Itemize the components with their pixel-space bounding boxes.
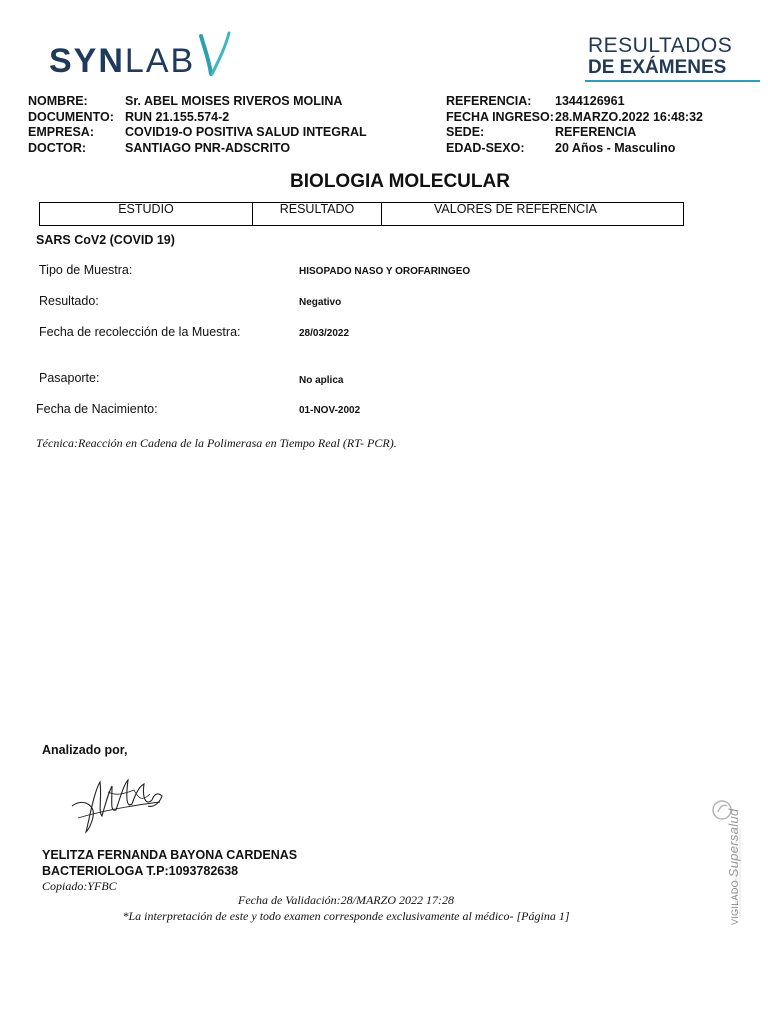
- handwritten-signature: [68, 772, 168, 834]
- field-label: NOMBRE:: [28, 94, 88, 108]
- patient-row-edad-sexo: [446, 141, 703, 157]
- tipo-muestra-value: HISOPADO NASO Y OROFARINGEO: [299, 266, 471, 277]
- vigilado-supersalud-text: [726, 808, 741, 925]
- field-label: DOCUMENTO:: [28, 109, 114, 124]
- field-value: 20 Años - Masculino: [555, 140, 676, 155]
- column-header-estudio: ESTUDIO: [40, 203, 253, 225]
- field-value: COVID19-O POSITIVA SALUD INTEGRAL: [125, 125, 367, 139]
- tecnica-note: Técnica:Reacción en Cadena de la Polimerasa en Tiempo Real (RT- PCR).: [36, 436, 397, 450]
- title-underline: [585, 80, 760, 82]
- fecha-recoleccion-value: 28/03/2022: [299, 328, 350, 339]
- field-value: REFERENCIA: [555, 125, 637, 139]
- signer-block: [42, 848, 297, 879]
- fecha-recoleccion-label: Fecha de recolección de la Muestra:: [39, 325, 241, 339]
- study-name: SARS CoV2 (COVID 19): [36, 233, 175, 247]
- field-label: FECHA INGRESO:: [446, 109, 554, 124]
- field-value: 28.MARZO.2022 16:48:32: [555, 109, 703, 124]
- results-title-line1: RESULTADOS: [588, 34, 733, 57]
- vigilado-brand: Supersalud: [726, 808, 741, 878]
- resultado-label: Resultado:: [39, 294, 99, 308]
- signer-title: BACTERIOLOGA T.P:1093782638: [42, 863, 239, 878]
- field-label: SEDE:: [446, 125, 485, 139]
- patient-row-empresa: [28, 125, 367, 141]
- field-value: 1344126961: [555, 94, 625, 108]
- resultado-value: Negativo: [299, 297, 342, 308]
- section-title: BIOLOGIA MOLECULAR: [290, 171, 510, 192]
- logo-light-text: LAB: [124, 42, 196, 80]
- results-table-header: [39, 202, 684, 226]
- interpretation-note: *La interpretación de este y todo examen corresponde exclusivamente al médico- [Página 1]: [122, 909, 570, 923]
- patient-info-right: [446, 94, 703, 156]
- tipo-muestra-label: Tipo de Muestra:: [39, 263, 133, 277]
- patient-info-left: [28, 94, 367, 156]
- field-label: EMPRESA:: [28, 125, 94, 139]
- validation-date: Fecha de Validación:28/MARZO 2022 17:28: [238, 893, 454, 907]
- field-label: REFERENCIA:: [446, 94, 532, 108]
- patient-row-fecha-ingreso: [446, 110, 703, 126]
- pasaporte-value: No aplica: [299, 375, 344, 386]
- fecha-nacimiento-label: Fecha de Nacimiento:: [36, 402, 158, 416]
- column-header-resultado: RESULTADO: [253, 203, 382, 225]
- patient-row-referencia: [446, 94, 703, 110]
- copiado-note: Copiado:YFBC: [42, 879, 117, 893]
- synlab-logo: [49, 42, 195, 81]
- logo-bold-text: SYN: [49, 42, 125, 80]
- field-value: Sr. ABEL MOISES RIVEROS MOLINA: [125, 94, 343, 108]
- patient-row-nombre: [28, 94, 367, 110]
- pasaporte-label: Pasaporte:: [39, 371, 100, 385]
- field-value: RUN 21.155.574-2: [125, 109, 230, 124]
- patient-row-sede: [446, 125, 703, 141]
- fecha-nacimiento-value: 01-NOV-2002: [299, 405, 361, 416]
- field-value: SANTIAGO PNR-ADSCRITO: [125, 140, 291, 155]
- results-title: [588, 35, 732, 79]
- patient-row-doctor: [28, 141, 367, 157]
- results-title-line2: DE EXÁMENES: [588, 57, 727, 78]
- field-label: EDAD-SEXO:: [446, 140, 525, 155]
- patient-row-documento: [28, 110, 367, 126]
- field-label: DOCTOR:: [28, 140, 87, 155]
- signer-name: YELITZA FERNANDA BAYONA CARDENAS: [42, 848, 298, 862]
- synlab-leaf-icon: [195, 30, 235, 80]
- column-header-valores: VALORES DE REFERENCIA: [434, 202, 598, 216]
- analizado-label: Analizado por,: [42, 743, 128, 757]
- vigilado-prefix: VIGILADO: [730, 880, 740, 925]
